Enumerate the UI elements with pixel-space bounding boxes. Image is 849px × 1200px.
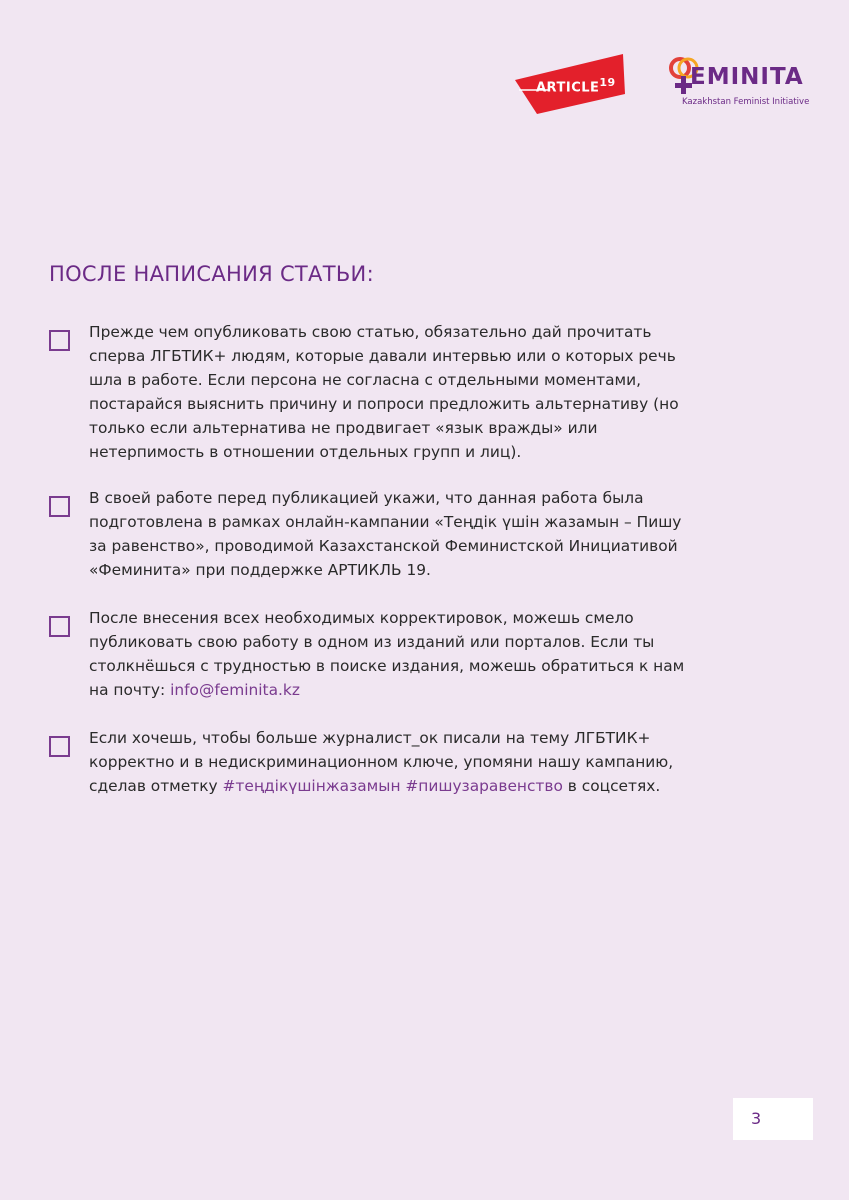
- item-body-end: в соцсетях.: [562, 777, 661, 795]
- article19-wordmark: [536, 76, 616, 95]
- article-logo-text: ARTICLE: [536, 80, 600, 96]
- email-link[interactable]: info@feminita.kz: [170, 681, 300, 699]
- checklist-item: [49, 320, 689, 464]
- checkbox[interactable]: [49, 616, 70, 637]
- checklist-item-text: В своей работе перед публикацией укажи, что данная работа была подготовлена в рамках онлайн-кампании «Теңдік үшін жазамын – Пишу за равенство», проводимой Казахстанской Феминистской Инициативой «Феминита» при поддержке АРТИКЛЬ 19.: [89, 489, 682, 579]
- page-number: 3: [733, 1098, 813, 1140]
- feminita-logo: [668, 50, 810, 112]
- checklist: [49, 320, 689, 822]
- article-logo-number: 19: [599, 76, 616, 89]
- checklist-item-text: [89, 726, 687, 798]
- header-logos: [510, 48, 810, 118]
- checkbox[interactable]: [49, 736, 70, 757]
- checklist-item-text: [89, 606, 687, 702]
- feminita-wordmark: EMINITA: [690, 64, 804, 90]
- checklist-item: [49, 606, 689, 702]
- checklist-item: [49, 486, 689, 582]
- item-body: После внесения всех необходимых корректировок, можешь смело публиковать свою работу в одном из изданий или порталов. Если ты столкнёшься с трудностью в поиске издания, можешь обратиться к нам на почту:: [89, 609, 685, 699]
- feminita-tagline: Kazakhstan Feminist Initiative: [682, 97, 810, 107]
- page-heading: ПОСЛЕ НАПИСАНИЯ СТАТЬИ:: [49, 262, 374, 286]
- checklist-item-text: Прежде чем опубликовать свою статью, обязательно дай прочитать сперва ЛГБТИК+ людям, которые давали интервью или о которых речь шла в работе. Если персона не согласна с отдельными моментами, постарайся выяснить причину и попроси предложить альтернативу (но только если альтернатива не продвигает «язык вражды» или нетерпимость в отношении отдельных групп и лиц).: [89, 323, 679, 461]
- checklist-item: [49, 726, 689, 798]
- checkbox[interactable]: [49, 496, 70, 517]
- hashtags: #теңдікүшінжазамын #пишузаравенство: [222, 777, 563, 795]
- checkbox[interactable]: [49, 330, 70, 351]
- item-body: Если хочешь, чтобы больше журналист_ок писали на тему ЛГБТИК+ корректно и в недискриминационном ключе, упомяни нашу кампанию, сделав отметку: [89, 729, 674, 795]
